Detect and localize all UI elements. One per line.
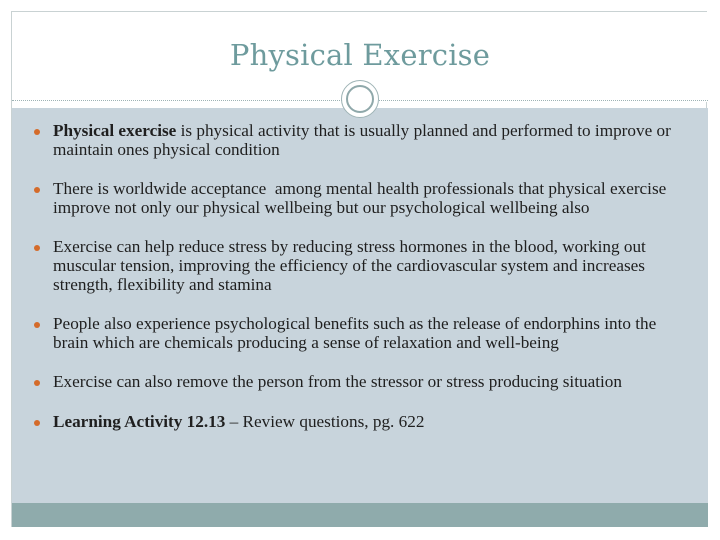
circle-ornament-inner (346, 85, 374, 113)
bullet-text: Exercise can help reduce stress by reducing stress hormones in the blood, working out muscular tension, improving the efficiency of the cardiovascular system and increases strength, flexibility and stamina (53, 237, 646, 294)
bullet-dot-icon (34, 245, 40, 251)
bullet-text: People also experience psychological benefits such as the release of endorphins into the brain which are chemicals producing a sense of relaxation and well-being (53, 314, 657, 352)
bullet-item (34, 238, 682, 294)
slide-title: Physical Exercise (229, 38, 491, 72)
bullet-item (34, 315, 682, 352)
bullet-item (34, 180, 682, 217)
bullet-dot-icon (34, 420, 40, 426)
bullet-text: There is worldwide acceptance among mental health professionals that physical exercise improve not only our physical wellbeing but our psychological wellbeing also (53, 179, 671, 217)
bullet-item (34, 122, 682, 159)
bullet-lead: Physical exercise (53, 121, 177, 140)
bullet-text: is physical activity that is usually planned and performed to improve or maintain ones physical condition (53, 121, 671, 159)
circle-ornament-icon (341, 80, 379, 118)
footer-bar (12, 503, 708, 527)
bullet-text: Exercise can also remove the person from the stressor or stress producing situation (53, 372, 622, 392)
bullet-dot-icon (34, 129, 40, 135)
bullet-item (34, 413, 682, 432)
bullet-item (34, 373, 682, 392)
bullet-text: – Review questions, pg. 622 (225, 411, 425, 431)
bullet-list (34, 122, 682, 453)
bullet-lead: Learning Activity 12.13 (53, 411, 226, 431)
bullet-dot-icon (34, 380, 40, 386)
bullet-dot-icon (34, 187, 40, 193)
bullet-dot-icon (34, 322, 40, 328)
